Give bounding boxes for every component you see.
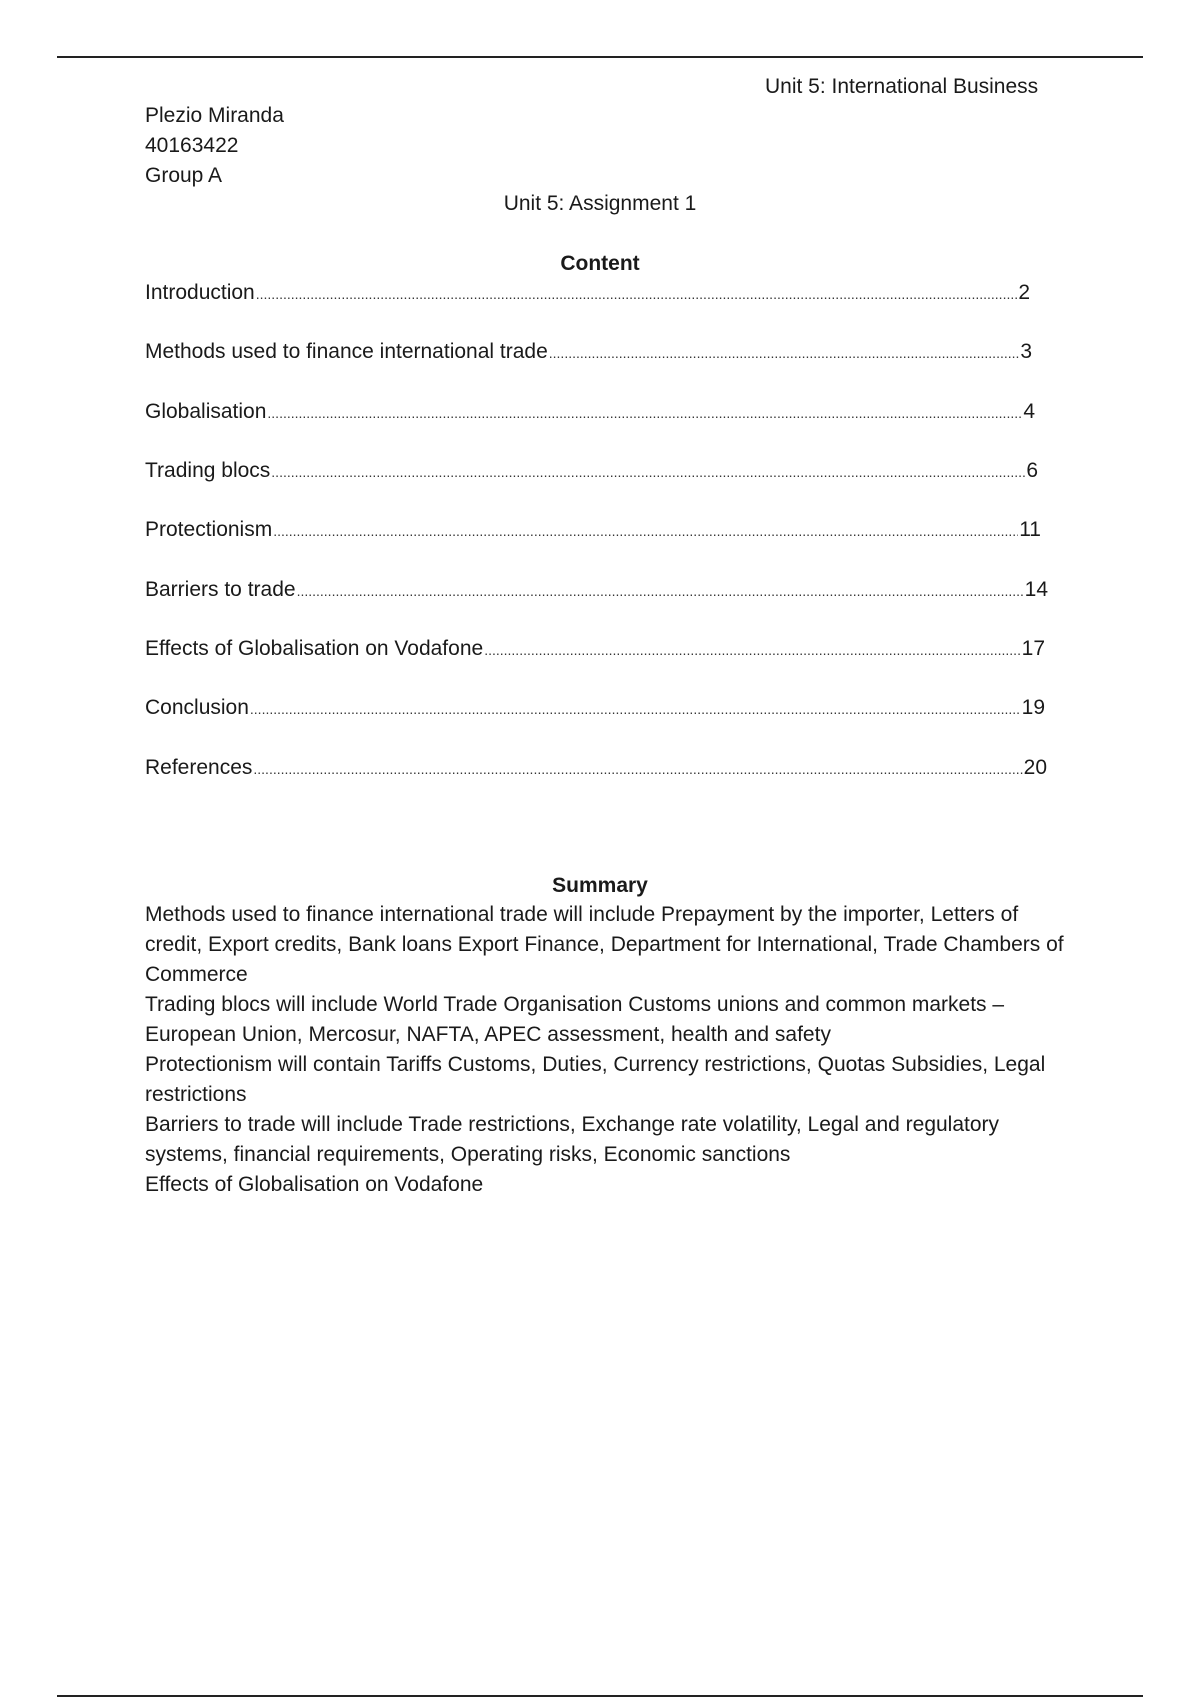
toc-label: Methods used to finance international trade [145,340,548,363]
summary-body [145,900,1075,1200]
toc-leader [256,286,1018,302]
group-label: Group A [145,164,223,187]
summary-paragraph: Protectionism will contain Tariffs Customs, Duties, Currency restrictions, Quotas Subsidies, Legal restrictions [145,1053,1046,1106]
toc-page-number: 11 [1019,518,1041,541]
toc-entry[interactable] [145,340,1032,364]
toc-leader [484,642,1020,658]
toc-page-number: 4 [1023,400,1035,423]
summary-heading: Summary [552,874,648,897]
toc-page-number: 19 [1021,696,1045,719]
summary-paragraph: Trading blocs will include World Trade Organisation Customs unions and common markets – European Union, Mercosur, NAFTA, APEC assessment, health and safety [145,993,1005,1046]
toc-leader [253,761,1022,777]
toc-leader [549,345,1020,361]
toc-leader [297,583,1024,599]
toc-label: Barriers to trade [145,578,296,601]
summary-paragraph: Methods used to finance international trade will include Prepayment by the importer, Letters of credit, Export credits, Bank loans Export Finance, Department for International, Trade Chambers of Commerce [145,903,1064,986]
author-block [145,101,284,191]
toc-leader [271,464,1025,480]
toc-leader [250,701,1021,717]
toc-entry[interactable] [145,637,1045,661]
toc-leader [273,523,1018,539]
summary-paragraph: Barriers to trade will include Trade restrictions, Exchange rate volatility, Legal and regulatory systems, financial requirements, Operating risks, Economic sanctions [145,1113,1000,1166]
toc-label: Trading blocs [145,459,271,482]
toc-entry[interactable] [145,400,1035,424]
toc-label: Globalisation [145,400,267,423]
toc-entry[interactable] [145,696,1045,720]
student-id: 40163422 [145,134,239,157]
toc-page-number: 2 [1018,281,1030,304]
toc-label: Introduction [145,281,255,304]
toc-page-number: 20 [1023,756,1047,779]
toc-entry[interactable] [145,459,1038,483]
toc-page-number: 17 [1021,637,1045,660]
toc-page-number: 14 [1024,578,1048,601]
running-header: Unit 5: International Business [765,75,1039,98]
toc-page-number: 3 [1020,340,1032,363]
toc-entry[interactable] [145,578,1048,602]
toc-label: Protectionism [145,518,273,541]
toc-entry[interactable] [145,756,1047,780]
author-name: Plezio Miranda [145,104,284,127]
toc-label: Effects of Globalisation on Vodafone [145,637,484,660]
toc-label: Conclusion [145,696,249,719]
toc-entry[interactable] [145,281,1030,305]
assignment-title: Unit 5: Assignment 1 [503,192,697,215]
summary-paragraph: Effects of Globalisation on Vodafone [145,1173,484,1196]
top-rule [57,56,1143,58]
bottom-rule [57,1695,1143,1697]
toc-leader [267,405,1022,421]
toc-page-number: 6 [1026,459,1038,482]
toc-label: References [145,756,253,779]
contents-heading: Content [560,252,640,275]
toc-entry[interactable] [145,518,1041,542]
